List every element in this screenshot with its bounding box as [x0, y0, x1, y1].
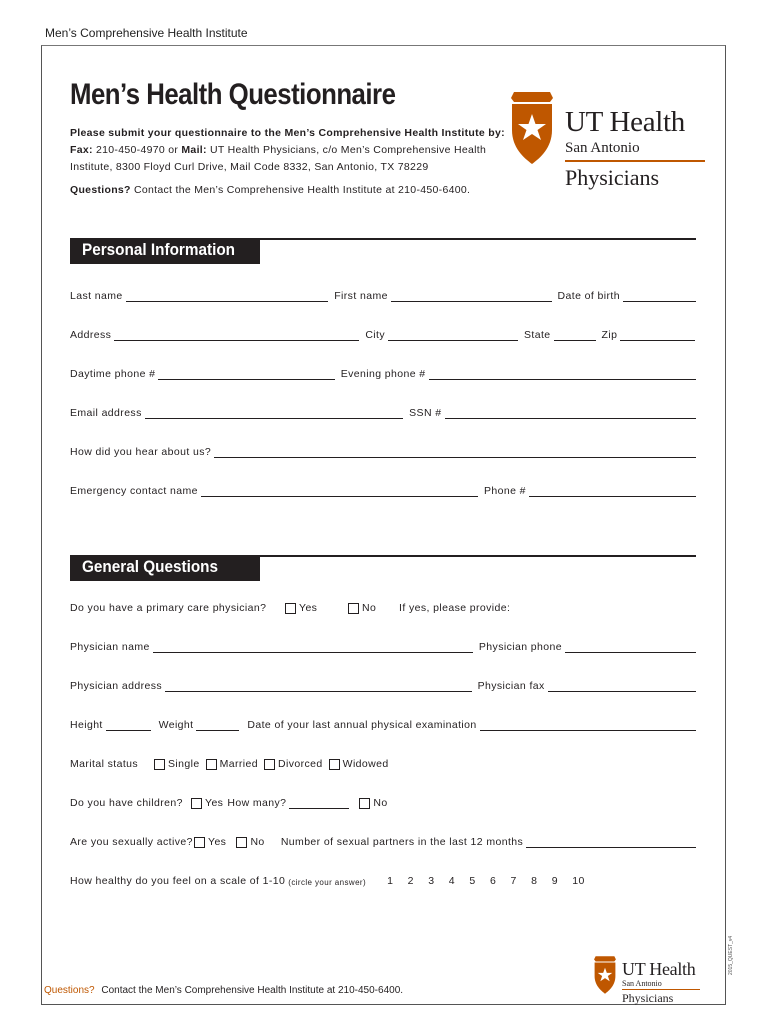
scale-option[interactable]: 8 [531, 875, 538, 887]
city-field[interactable] [388, 330, 518, 341]
scale-option[interactable]: 4 [448, 875, 456, 887]
phys-fax-label: Physician fax [477, 680, 545, 692]
last-exam-field[interactable] [480, 720, 696, 731]
row-phones [70, 364, 696, 380]
section-personal [70, 238, 696, 264]
widowed-label: Widowed [342, 758, 389, 770]
footer-questions-label: Questions? [44, 985, 95, 996]
logo-sub: San Antonio [565, 140, 640, 156]
city-label: City [365, 329, 386, 341]
checkbox[interactable] [359, 798, 370, 809]
phys-address-label: Physician address [70, 680, 163, 692]
height-field[interactable] [106, 720, 151, 731]
emergency-label: Emergency contact name [70, 485, 198, 497]
yes-label: Yes [299, 602, 318, 614]
phys-fax-field[interactable] [548, 681, 696, 692]
row-email [70, 403, 696, 419]
phys-phone-label: Physician phone [478, 641, 562, 653]
hear-field[interactable] [214, 447, 696, 458]
form-code: 2015_QUEST_v4 [728, 935, 734, 975]
phys-phone-field[interactable] [565, 642, 696, 653]
checkbox[interactable] [194, 837, 205, 848]
shield-icon [507, 90, 557, 166]
marital-widowed-option[interactable] [329, 758, 389, 770]
footer-logo-wordmark: UT Health [622, 959, 696, 979]
shield-icon [592, 955, 618, 995]
no-label: No [362, 602, 377, 614]
address-field[interactable] [114, 330, 359, 341]
divorced-label: Divorced [278, 758, 323, 770]
yes-label: Yes [208, 836, 227, 848]
email-label: Email address [70, 407, 142, 419]
zip-label: Zip [601, 329, 618, 341]
day-phone-field[interactable] [158, 369, 334, 380]
row-vitals [70, 715, 696, 731]
partners-label: Number of sexual partners in the last 12 months [280, 836, 524, 848]
eve-phone-field[interactable] [429, 369, 696, 380]
section-personal-heading: Personal Information [70, 238, 260, 264]
row-phys-name [70, 637, 696, 653]
no-label: No [250, 836, 265, 848]
phys-name-field[interactable] [153, 642, 473, 653]
questions-value: Contact the Men’s Comprehensive Health Institute at 210-450-6400. [133, 184, 471, 196]
intro-fax-mail [70, 142, 505, 159]
footer-questions-value: Contact the Men’s Comprehensive Health Institute at 210-450-6400. [101, 985, 404, 996]
scale-option[interactable]: 3 [428, 875, 435, 887]
row-children [70, 793, 696, 809]
emergency-phone-field[interactable] [529, 486, 696, 497]
sex-q-label: Are you sexually active? [70, 836, 193, 848]
row-phys-address [70, 676, 696, 692]
scale-option[interactable]: 10 [572, 875, 585, 887]
dob-label: Date of birth [557, 290, 620, 302]
logo-rule [565, 160, 705, 162]
page-title: Men’s Health Questionnaire [70, 78, 396, 111]
fax-value: 210-450-4970 or [96, 144, 179, 156]
last-exam-label: Date of your last annual physical examination [247, 719, 477, 731]
row-health-scale [70, 871, 696, 887]
zip-field[interactable] [620, 330, 695, 341]
mail-label: Mail: [181, 144, 207, 156]
last-name-label: Last name [70, 290, 123, 302]
checkbox[interactable] [285, 603, 296, 614]
section-general [70, 555, 696, 581]
checkbox[interactable] [329, 759, 340, 770]
single-label: Single [168, 758, 200, 770]
ut-health-logo [505, 88, 715, 198]
row-name [70, 286, 696, 302]
first-name-label: First name [334, 290, 388, 302]
ssn-field[interactable] [445, 408, 697, 419]
marital-label: Marital status [70, 758, 139, 770]
checkbox[interactable] [264, 759, 275, 770]
weight-field[interactable] [196, 720, 239, 731]
primary-q-label: Do you have a primary care physician? [70, 602, 267, 614]
logo-wordmark: UT Health [565, 106, 685, 138]
scale-option[interactable]: 5 [469, 875, 476, 887]
scale-option[interactable]: 7 [510, 875, 517, 887]
health-q-label: How healthy do you feel on a scale of 1-10 [70, 875, 286, 887]
hear-label: How did you hear about us? [70, 446, 212, 458]
section-rule [260, 555, 696, 557]
partners-field[interactable] [526, 837, 696, 848]
children-yes-option[interactable] [191, 797, 223, 809]
scale-option[interactable]: 2 [407, 875, 414, 887]
state-label: State [524, 329, 551, 341]
children-no-option[interactable] [359, 797, 387, 809]
marital-single-option[interactable] [154, 758, 200, 770]
scale-option[interactable]: 6 [489, 875, 497, 887]
intro-block [70, 125, 505, 176]
sex-yes-option[interactable] [194, 836, 230, 848]
checkbox[interactable] [348, 603, 359, 614]
dob-field[interactable] [623, 291, 696, 302]
emergency-phone-label: Phone # [484, 485, 526, 497]
last-name-field[interactable] [126, 291, 329, 302]
weight-label: Weight [158, 719, 194, 731]
sex-no-option[interactable] [236, 836, 274, 848]
no-label: No [373, 797, 388, 809]
how-many-field[interactable] [289, 798, 349, 809]
scale-option[interactable]: 1 [387, 875, 394, 887]
checkbox[interactable] [191, 798, 202, 809]
health-scale [387, 875, 596, 887]
yes-label: Yes [205, 797, 224, 809]
row-primary [70, 598, 696, 614]
phys-name-label: Physician name [70, 641, 150, 653]
footer-logo-physicians: Physicians [622, 991, 674, 1005]
marital-married-option[interactable] [206, 758, 258, 770]
emergency-field[interactable] [201, 486, 478, 497]
footer-logo-rule [622, 989, 700, 990]
row-hear [70, 442, 696, 458]
row-emergency [70, 481, 696, 497]
marital-divorced-option[interactable] [264, 758, 323, 770]
eve-phone-label: Evening phone # [340, 368, 426, 380]
intro-address: Institute, 8300 Floyd Curl Drive, Mail Code 8332, San Antonio, TX 78229 [70, 161, 429, 173]
row-address [70, 325, 696, 341]
address-label: Address [70, 329, 112, 341]
mail-value: UT Health Physicians, c/o Men’s Comprehensive Health [210, 144, 487, 156]
section-general-heading: General Questions [70, 555, 260, 581]
circle-hint: (circle your answer) [288, 878, 367, 887]
running-head: Men’s Comprehensive Health Institute [45, 26, 248, 40]
checkbox[interactable] [154, 759, 165, 770]
ssn-label: SSN # [409, 407, 442, 419]
primary-yes-option[interactable] [285, 602, 342, 614]
if-yes-label: If yes, please provide: [399, 602, 511, 614]
row-marital [70, 754, 696, 770]
email-field[interactable] [145, 408, 403, 419]
how-many-label: How many? [227, 797, 287, 809]
children-q-label: Do you have children? [70, 797, 183, 809]
intro-questions [70, 184, 470, 196]
questions-label: Questions? [70, 184, 131, 196]
phys-address-field[interactable] [165, 681, 472, 692]
checkbox[interactable] [236, 837, 247, 848]
married-label: Married [219, 758, 258, 770]
primary-no-option[interactable] [348, 602, 393, 614]
footer-logo-sub: San Antonio [622, 979, 662, 988]
fax-label: Fax: [70, 144, 93, 156]
footer-questions [44, 985, 403, 996]
state-field[interactable] [554, 330, 596, 341]
checkbox[interactable] [206, 759, 217, 770]
logo-physicians: Physicians [565, 165, 660, 190]
row-sexual [70, 832, 696, 848]
scale-option[interactable]: 9 [551, 875, 558, 887]
section-rule [260, 238, 696, 240]
day-phone-label: Daytime phone # [70, 368, 156, 380]
height-label: Height [70, 719, 103, 731]
intro-lead: Please submit your questionnaire to the Men’s Comprehensive Health Institute by: [70, 127, 505, 139]
first-name-field[interactable] [391, 291, 552, 302]
footer-logo [592, 951, 712, 1009]
